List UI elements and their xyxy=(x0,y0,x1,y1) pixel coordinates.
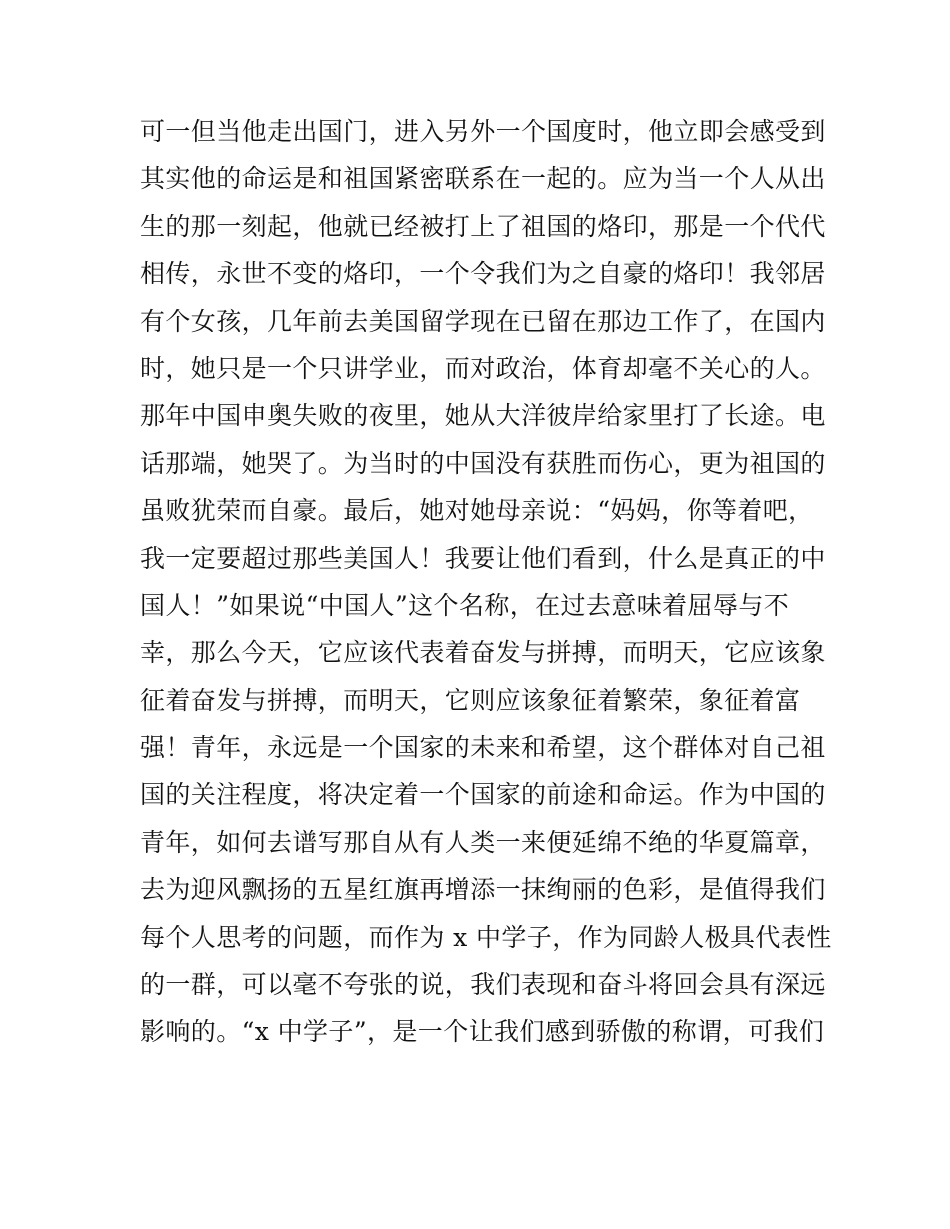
text-line: 的一群，可以毫不夸张的说，我们表现和奋斗将回会具有深远 xyxy=(140,970,826,1000)
text-line: 相传，永世不变的烙印，一个令我们为之自豪的烙印！我邻居 xyxy=(140,259,826,289)
text-line: 生的那一刻起，他就已经被打上了祖国的烙印，那是一个代代 xyxy=(140,211,826,241)
document-body xyxy=(140,108,832,1056)
text-line: 其实他的命运是和祖国紧密联系在一起的。应为当一个人从出 xyxy=(140,164,826,194)
text-line: 虽败犹荣而自豪。最后，她对她母亲说：“妈妈，你等着吧， xyxy=(140,496,814,526)
text-line: 那年中国申奥失败的夜里，她从大洋彼岸给家里打了长途。电 xyxy=(140,401,826,431)
text-line: 影响的。“x 中学子”，是一个让我们感到骄傲的称谓，可我们 xyxy=(140,1017,825,1047)
text-line: 话那端，她哭了。为当时的中国没有获胜而伤心，更为祖国的 xyxy=(140,448,826,478)
text-line: 可一但当他走出国门，进入另外一个国度时，他立即会感受到 xyxy=(140,117,826,146)
text-line: 去为迎风飘扬的五星红旗再增添一抹绚丽的色彩，是值得我们 xyxy=(140,875,826,905)
text-line: 征着奋发与拼搏，而明天，它则应该象征着繁荣，象征着富 xyxy=(140,685,801,715)
text-line: 强！青年，永远是一个国家的未来和希望，这个群体对自己祖 xyxy=(140,733,826,763)
text-line: 青年，如何去谱写那自从有人类一来便延绵不绝的华夏篇章， xyxy=(140,827,826,857)
text-line: 国的关注程度，将决定着一个国家的前途和命运。作为中国的 xyxy=(140,780,826,810)
text-line: 每个人思考的问题，而作为 x 中学子，作为同龄人极具代表性 xyxy=(140,922,832,952)
text-line: 时，她只是一个只讲学业，而对政治，体育却毫不关心的人。 xyxy=(140,353,826,383)
text-line: 有个女孩，几年前去美国留学现在已留在那边工作了，在国内 xyxy=(140,306,826,336)
text-line: 国人！”如果说“中国人”这个名称，在过去意味着屈辱与不 xyxy=(140,590,790,620)
text-line: 幸，那么今天，它应该代表着奋发与拼搏，而明天，它应该象 xyxy=(140,638,826,668)
text-line: 我一定要超过那些美国人！我要让他们看到，什么是真正的中 xyxy=(140,543,826,573)
